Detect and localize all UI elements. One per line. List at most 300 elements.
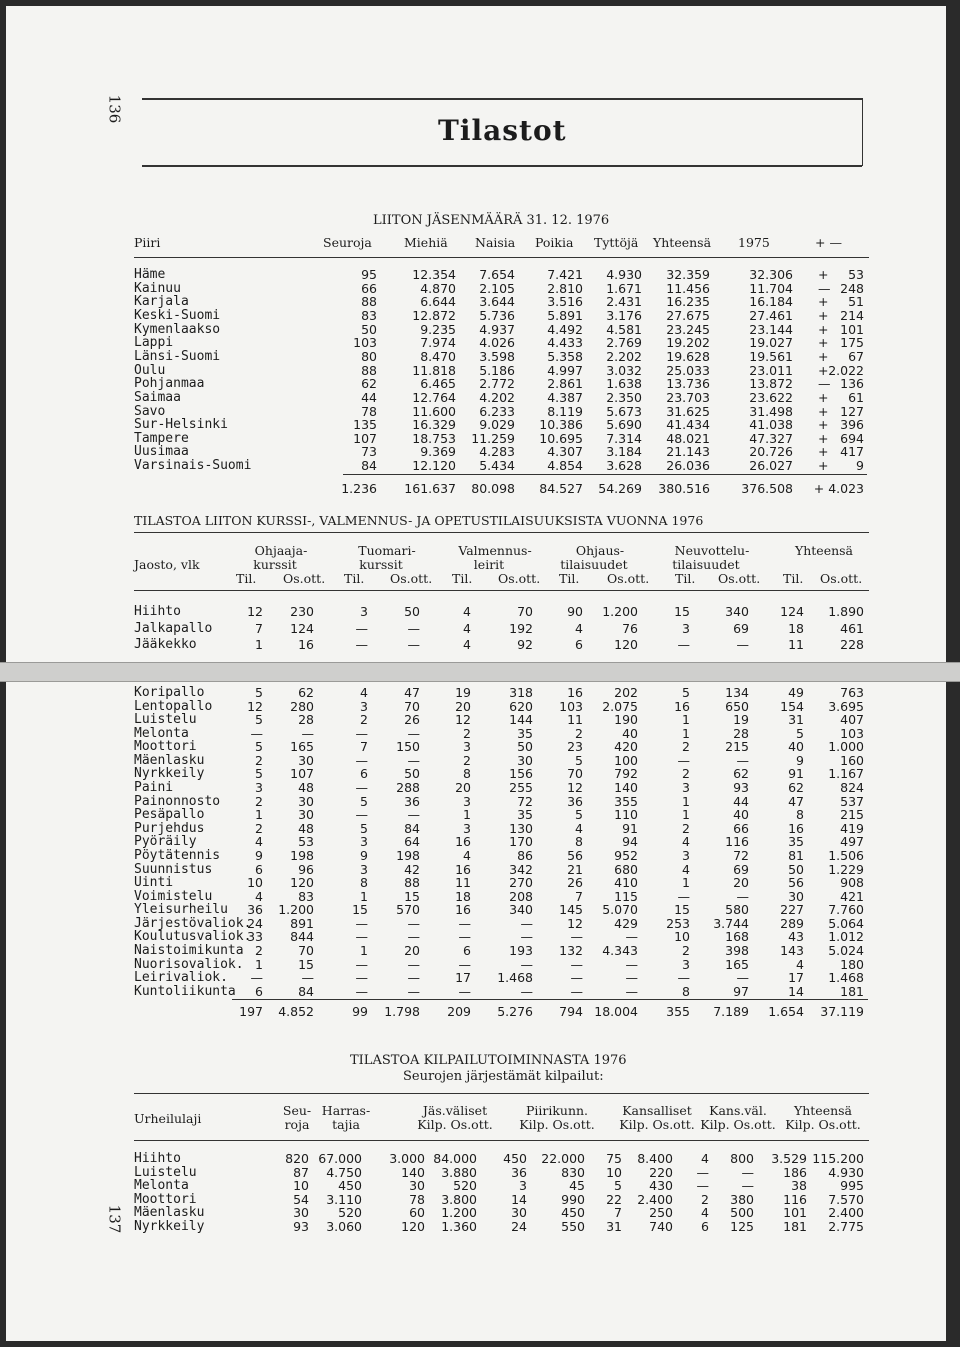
courses-value: 318 (509, 685, 533, 700)
membership-value: 12.764 (412, 389, 456, 405)
courses-total-value: 197 (239, 1004, 263, 1019)
membership-column-header: 1975 (738, 235, 770, 250)
courses-table-title: TILASTOA LIITON KURSSI-, VALMENNUS- JA OPETUSTILAISUUKSISTA VUONNA 1976 (134, 513, 704, 528)
membership-value: 11.259 (471, 430, 515, 446)
change-sign: + (818, 403, 829, 419)
membership-value: 23.703 (666, 389, 710, 405)
competition-value: 4.750 (326, 1164, 362, 1180)
courses-value: — (458, 983, 471, 999)
courses-value: 47 (404, 685, 420, 700)
competition-value: 3.880 (441, 1164, 477, 1180)
courses-value: — (736, 752, 749, 768)
courses-value: 5.064 (828, 915, 864, 931)
courses-value: 50 (404, 766, 420, 782)
competition-value: 6 (701, 1219, 709, 1234)
courses-value: 143 (780, 943, 804, 959)
courses-value: 16 (298, 637, 314, 652)
courses-value: 3.695 (828, 698, 864, 714)
courses-value: — (355, 725, 368, 741)
courses-value: 3.744 (713, 915, 749, 931)
competition-header-rule (134, 1140, 869, 1141)
membership-value: 62 (361, 376, 377, 392)
membership-value: 6.644 (420, 294, 456, 310)
courses-value: 134 (725, 685, 749, 700)
courses-value: 11 (788, 637, 804, 652)
membership-value: 3.176 (606, 307, 642, 323)
courses-value: 116 (725, 834, 749, 850)
courses-value: 792 (614, 766, 638, 782)
courses-value: 5 (575, 807, 583, 823)
courses-value: 5 (796, 725, 804, 741)
courses-group-header: Neuvottelu- (674, 543, 750, 558)
courses-value: 1.200 (278, 902, 314, 918)
competition-header: Kansalliset (622, 1103, 692, 1118)
courses-value: 14 (788, 983, 804, 999)
membership-value: 1.671 (606, 280, 642, 296)
courses-value: 12 (567, 780, 583, 796)
courses-value: 497 (840, 834, 864, 850)
courses-value: 16 (455, 834, 471, 850)
courses-value: — (407, 637, 420, 652)
courses-value: 5 (575, 752, 583, 768)
courses-value: 228 (840, 637, 864, 652)
change-value: 53 (848, 267, 864, 282)
change-value: 248 (840, 280, 864, 296)
membership-value: 5.186 (479, 362, 515, 378)
courses-value: 31 (788, 712, 804, 728)
courses-value: — (625, 956, 638, 972)
page-number-right: 137 (105, 1204, 124, 1234)
membership-value: 3.628 (606, 458, 642, 474)
membership-value: 9.369 (420, 444, 456, 460)
courses-value: — (520, 956, 533, 972)
membership-value: 7.421 (547, 267, 583, 282)
courses-value: 56 (567, 847, 583, 863)
membership-value: 4.202 (479, 389, 515, 405)
membership-value: 4.387 (547, 389, 583, 405)
subheader-til: Til. (783, 571, 804, 586)
courses-value: 115 (614, 888, 638, 904)
courses-value: 190 (614, 712, 638, 728)
courses-value: 84 (404, 820, 420, 836)
courses-value: 30 (788, 888, 804, 904)
courses-value: 1 (682, 793, 690, 809)
membership-value: 6.233 (479, 403, 515, 419)
courses-value: — (250, 970, 263, 986)
courses-value: 120 (614, 637, 638, 652)
membership-total-value: 1.236 (341, 481, 377, 496)
competition-value: 78 (409, 1191, 425, 1207)
courses-value: 17 (788, 970, 804, 986)
membership-value: 4.307 (547, 444, 583, 460)
courses-value: 1 (255, 956, 263, 972)
courses-value: — (407, 752, 420, 768)
district-name: Kainuu (134, 280, 181, 296)
membership-value: 3.644 (479, 294, 515, 310)
courses-value: 419 (840, 820, 864, 836)
courses-value: 88 (404, 875, 420, 891)
courses-value: 42 (404, 861, 420, 877)
courses-value: 763 (840, 685, 864, 700)
membership-value: 4.492 (547, 321, 583, 337)
courses-value: 9 (796, 752, 804, 768)
membership-value: 2.202 (606, 348, 642, 364)
courses-value: 130 (509, 820, 533, 836)
courses-value: 120 (290, 875, 314, 891)
membership-total-value: + 4.023 (813, 481, 864, 496)
competition-value: 1.360 (441, 1219, 477, 1234)
membership-column-header: Yhteensä (653, 235, 712, 250)
district-name: Kymenlaakso (134, 321, 221, 337)
change-sign: + (818, 444, 829, 460)
courses-value: 340 (725, 604, 749, 619)
competition-value: 3.000 (389, 1151, 425, 1166)
courses-value: 288 (396, 780, 420, 796)
membership-value: 16.235 (666, 294, 710, 310)
competition-value: 10 (293, 1178, 309, 1194)
courses-value: 53 (298, 834, 314, 850)
membership-value: 11.600 (412, 403, 456, 419)
competition-value: 45 (569, 1178, 585, 1194)
courses-value: 18 (788, 620, 804, 636)
competition-value: 1.200 (441, 1205, 477, 1221)
competition-value: 3.110 (326, 1191, 362, 1207)
courses-value: 2 (255, 752, 263, 768)
section-name: Moottori (134, 739, 197, 755)
courses-value: — (458, 915, 471, 931)
courses-value: 2 (682, 766, 690, 782)
courses-value: 10 (674, 929, 690, 945)
courses-value: 4 (463, 637, 471, 652)
section-name: Pyöräily (134, 834, 197, 850)
courses-value: — (407, 620, 420, 636)
section-name: Mäenlasku (134, 752, 205, 768)
courses-value: 4 (682, 834, 690, 850)
courses-column-label: Jaosto, vlk (134, 557, 200, 572)
courses-value: 3 (682, 780, 690, 796)
courses-value: 64 (404, 834, 420, 850)
membership-value: 12.354 (412, 267, 456, 282)
courses-total-value: 5.276 (497, 1004, 533, 1019)
competition-value: 181 (783, 1219, 807, 1234)
section-name: Kuntoliikunta (134, 983, 236, 999)
courses-value: 253 (666, 915, 690, 931)
courses-value: 97 (733, 983, 749, 999)
change-sign: + (818, 294, 829, 310)
competition-value: 8.400 (637, 1151, 673, 1166)
membership-value: 6.465 (420, 376, 456, 392)
courses-header-rule (134, 590, 869, 591)
competition-value: 36 (511, 1164, 527, 1180)
courses-value: — (677, 637, 690, 652)
membership-value: 23.245 (666, 321, 710, 337)
section-name: Yleisurheilu (134, 902, 228, 918)
subheader-osott: Os.ott. (390, 571, 433, 586)
courses-value: 36 (404, 793, 420, 809)
competition-value: 2.775 (828, 1219, 864, 1234)
courses-value: 30 (298, 807, 314, 823)
courses-value: — (458, 956, 471, 972)
section-name: Luistelu (134, 712, 197, 728)
courses-value: 92 (517, 637, 533, 652)
membership-value: 88 (361, 294, 377, 310)
membership-value: 5.891 (547, 307, 583, 323)
courses-value: 1.000 (828, 739, 864, 755)
membership-value: 13.872 (749, 376, 793, 392)
courses-value: 952 (614, 847, 638, 863)
courses-value: — (250, 725, 263, 741)
section-name: Järjestövaliok. (134, 915, 252, 931)
page-title: Tilastot (438, 114, 567, 147)
change-value: 214 (840, 307, 864, 323)
courses-value: 24 (247, 915, 263, 931)
competition-value: 7 (614, 1205, 622, 1221)
courses-value: 227 (780, 902, 804, 918)
subheader-til: Til. (675, 571, 696, 586)
courses-value: 62 (298, 685, 314, 700)
change-value: 127 (840, 403, 864, 419)
courses-value: 193 (509, 943, 533, 959)
membership-value: 41.038 (749, 417, 793, 433)
courses-value: 94 (622, 834, 638, 850)
courses-value: 144 (509, 712, 533, 728)
courses-value: 91 (788, 766, 804, 782)
courses-value: — (301, 725, 314, 741)
section-name: Jalkapallo (134, 620, 213, 636)
courses-value: 398 (725, 943, 749, 959)
membership-total-value: 161.637 (404, 481, 456, 496)
membership-value: 2.861 (547, 376, 583, 392)
district-name: Sur-Helsinki (134, 417, 228, 433)
competition-value: 5 (614, 1178, 622, 1194)
subheader-osott: Os.ott. (607, 571, 650, 586)
courses-value: 6 (360, 766, 368, 782)
courses-value: 4 (682, 861, 690, 877)
courses-value: 5 (360, 793, 368, 809)
membership-value: 16.329 (412, 417, 456, 433)
courses-value: 10 (247, 875, 263, 891)
courses-value: 70 (517, 604, 533, 619)
courses-value: 1.506 (828, 847, 864, 863)
change-value: 67 (848, 348, 864, 364)
competition-value: 830 (561, 1164, 585, 1180)
courses-group-header-line2: tilaisuudet (672, 557, 740, 572)
subheader-til: Til. (452, 571, 473, 586)
courses-value: 48 (298, 820, 314, 836)
competition-value: 4.930 (828, 1164, 864, 1180)
subheader-osott: Os.ott. (283, 571, 326, 586)
membership-value: 27.675 (666, 307, 710, 323)
courses-value: 36 (247, 902, 263, 918)
courses-value: 1 (682, 875, 690, 891)
section-name: Jääkekko (134, 637, 197, 652)
competition-value: 7.570 (828, 1191, 864, 1207)
courses-value: 230 (290, 604, 314, 619)
change-sign: + (818, 321, 829, 337)
section-name: Koulutusvaliok. (134, 929, 252, 945)
courses-value: 15 (404, 888, 420, 904)
change-value: 694 (840, 430, 864, 446)
courses-value: 537 (840, 793, 864, 809)
competition-value: 740 (649, 1219, 673, 1234)
courses-group-header: Ohjaus- (575, 543, 625, 558)
courses-value: — (407, 725, 420, 741)
competition-value: 186 (783, 1164, 807, 1180)
courses-value: 5 (255, 739, 263, 755)
courses-value: 2 (682, 739, 690, 755)
courses-value: — (355, 915, 368, 931)
courses-value: 72 (733, 847, 749, 863)
courses-group-header: Yhteensä (794, 543, 854, 558)
competition-value: 115.200 (812, 1151, 864, 1166)
courses-value: 35 (517, 807, 533, 823)
competition-value: 250 (649, 1205, 673, 1221)
subheader-til: Til. (559, 571, 580, 586)
membership-value: 2.431 (606, 294, 642, 310)
competition-value: 101 (783, 1205, 807, 1221)
courses-group-header: Ohjaaja- (254, 543, 308, 558)
courses-value: 15 (298, 956, 314, 972)
courses-value: 3 (682, 847, 690, 863)
courses-value: 9 (255, 847, 263, 863)
membership-value: 3.516 (547, 294, 583, 310)
courses-value: 50 (517, 739, 533, 755)
courses-value: 19 (733, 712, 749, 728)
membership-value: 103 (353, 335, 377, 351)
courses-value: — (407, 929, 420, 945)
courses-value: 270 (509, 875, 533, 891)
membership-header-rule (134, 257, 869, 258)
section-name: Melonta (134, 725, 189, 741)
courses-value: 70 (567, 766, 583, 782)
section-name: Voimistelu (134, 888, 213, 904)
competition-value: 450 (561, 1205, 585, 1221)
competition-top-rule (134, 1093, 869, 1094)
courses-value: 17 (455, 970, 471, 986)
subheader-til: Til. (236, 571, 257, 586)
sport-name: Mäenlasku (134, 1205, 205, 1221)
courses-value: 16 (674, 698, 690, 714)
district-name: Tampere (134, 430, 189, 446)
competition-value: 10 (606, 1164, 622, 1180)
courses-value: 5 (255, 766, 263, 782)
courses-value: 3 (463, 793, 471, 809)
courses-value: 1.468 (497, 970, 533, 986)
subheader-til: Til. (344, 571, 365, 586)
courses-value: 289 (780, 915, 804, 931)
membership-value: 5.673 (606, 403, 642, 419)
membership-column-header: Naisia (475, 235, 516, 250)
courses-value: 11 (455, 875, 471, 891)
courses-value: 28 (733, 725, 749, 741)
courses-value: 5 (255, 712, 263, 728)
courses-value: 160 (840, 752, 864, 768)
change-sign: + (818, 389, 829, 405)
courses-total-value: 37.119 (820, 1004, 864, 1019)
district-name: Saimaa (134, 389, 181, 405)
competition-value: 22 (606, 1191, 622, 1207)
courses-value: 50 (404, 604, 420, 619)
courses-value: 132 (559, 943, 583, 959)
courses-value: 140 (614, 780, 638, 796)
courses-value: 103 (559, 698, 583, 714)
change-sign: + (818, 307, 829, 323)
courses-value: — (301, 970, 314, 986)
competition-table-title: TILASTOA KILPAILUTOIMINNASTA 1976 (350, 1053, 627, 1068)
membership-value: 32.359 (666, 267, 710, 282)
courses-value: — (355, 983, 368, 999)
courses-value: 145 (559, 902, 583, 918)
courses-value: 3 (360, 698, 368, 714)
membership-value: 12.120 (412, 458, 456, 474)
courses-value: 3 (360, 861, 368, 877)
courses-value: 16 (455, 861, 471, 877)
district-name: Varsinais-Suomi (134, 458, 252, 474)
competition-column-label: Urheilulaji (134, 1111, 202, 1126)
courses-value: — (407, 956, 420, 972)
competition-value: 520 (338, 1205, 362, 1221)
courses-value: 21 (567, 861, 583, 877)
courses-value: 19 (455, 685, 471, 700)
membership-value: 9.029 (479, 417, 515, 433)
change-sign: + (818, 430, 829, 446)
courses-value: 36 (567, 793, 583, 809)
section-name: Naistoimikunta (134, 943, 244, 959)
courses-value: 280 (290, 698, 314, 714)
courses-group-header-line2: kurssit (253, 557, 297, 572)
membership-value: 66 (361, 280, 377, 296)
courses-value: 2 (360, 712, 368, 728)
section-name: Lentopallo (134, 698, 213, 714)
courses-value: 1 (463, 807, 471, 823)
courses-value: 2 (682, 820, 690, 836)
courses-value: 124 (780, 604, 804, 619)
courses-value: 6 (575, 637, 583, 652)
membership-value: 88 (361, 362, 377, 378)
section-name: Purjehdus (134, 820, 205, 836)
courses-value: 62 (733, 766, 749, 782)
competition-value: 450 (338, 1178, 362, 1194)
membership-value: 44 (361, 389, 377, 405)
competition-value: — (696, 1178, 709, 1194)
competition-subheader: Kilp. Os.ott. (519, 1117, 595, 1132)
courses-value: 2.075 (602, 698, 638, 714)
membership-value: 41.434 (666, 417, 710, 433)
courses-value: 181 (840, 983, 864, 999)
membership-value: 2.105 (479, 280, 515, 296)
courses-value: 33 (247, 929, 263, 945)
membership-value: 26.036 (666, 458, 710, 474)
section-name: Pesäpallo (134, 807, 205, 823)
courses-value: 107 (290, 766, 314, 782)
membership-value: 78 (361, 403, 377, 419)
membership-column-header: + — (815, 235, 842, 250)
competition-value: 14 (511, 1191, 527, 1207)
courses-value: 90 (567, 604, 583, 619)
membership-value: 23.144 (749, 321, 793, 337)
membership-value: 83 (361, 307, 377, 323)
membership-value: 4.433 (547, 335, 583, 351)
courses-value: 3 (463, 820, 471, 836)
courses-value: 40 (733, 807, 749, 823)
courses-total-rule (232, 999, 868, 1000)
membership-value: 21.143 (666, 444, 710, 460)
courses-value: 96 (298, 861, 314, 877)
competition-value: 520 (453, 1178, 477, 1194)
courses-value: 3 (682, 956, 690, 972)
courses-value: 908 (840, 875, 864, 891)
competition-subheader: Kilp. Os.ott. (785, 1117, 861, 1132)
